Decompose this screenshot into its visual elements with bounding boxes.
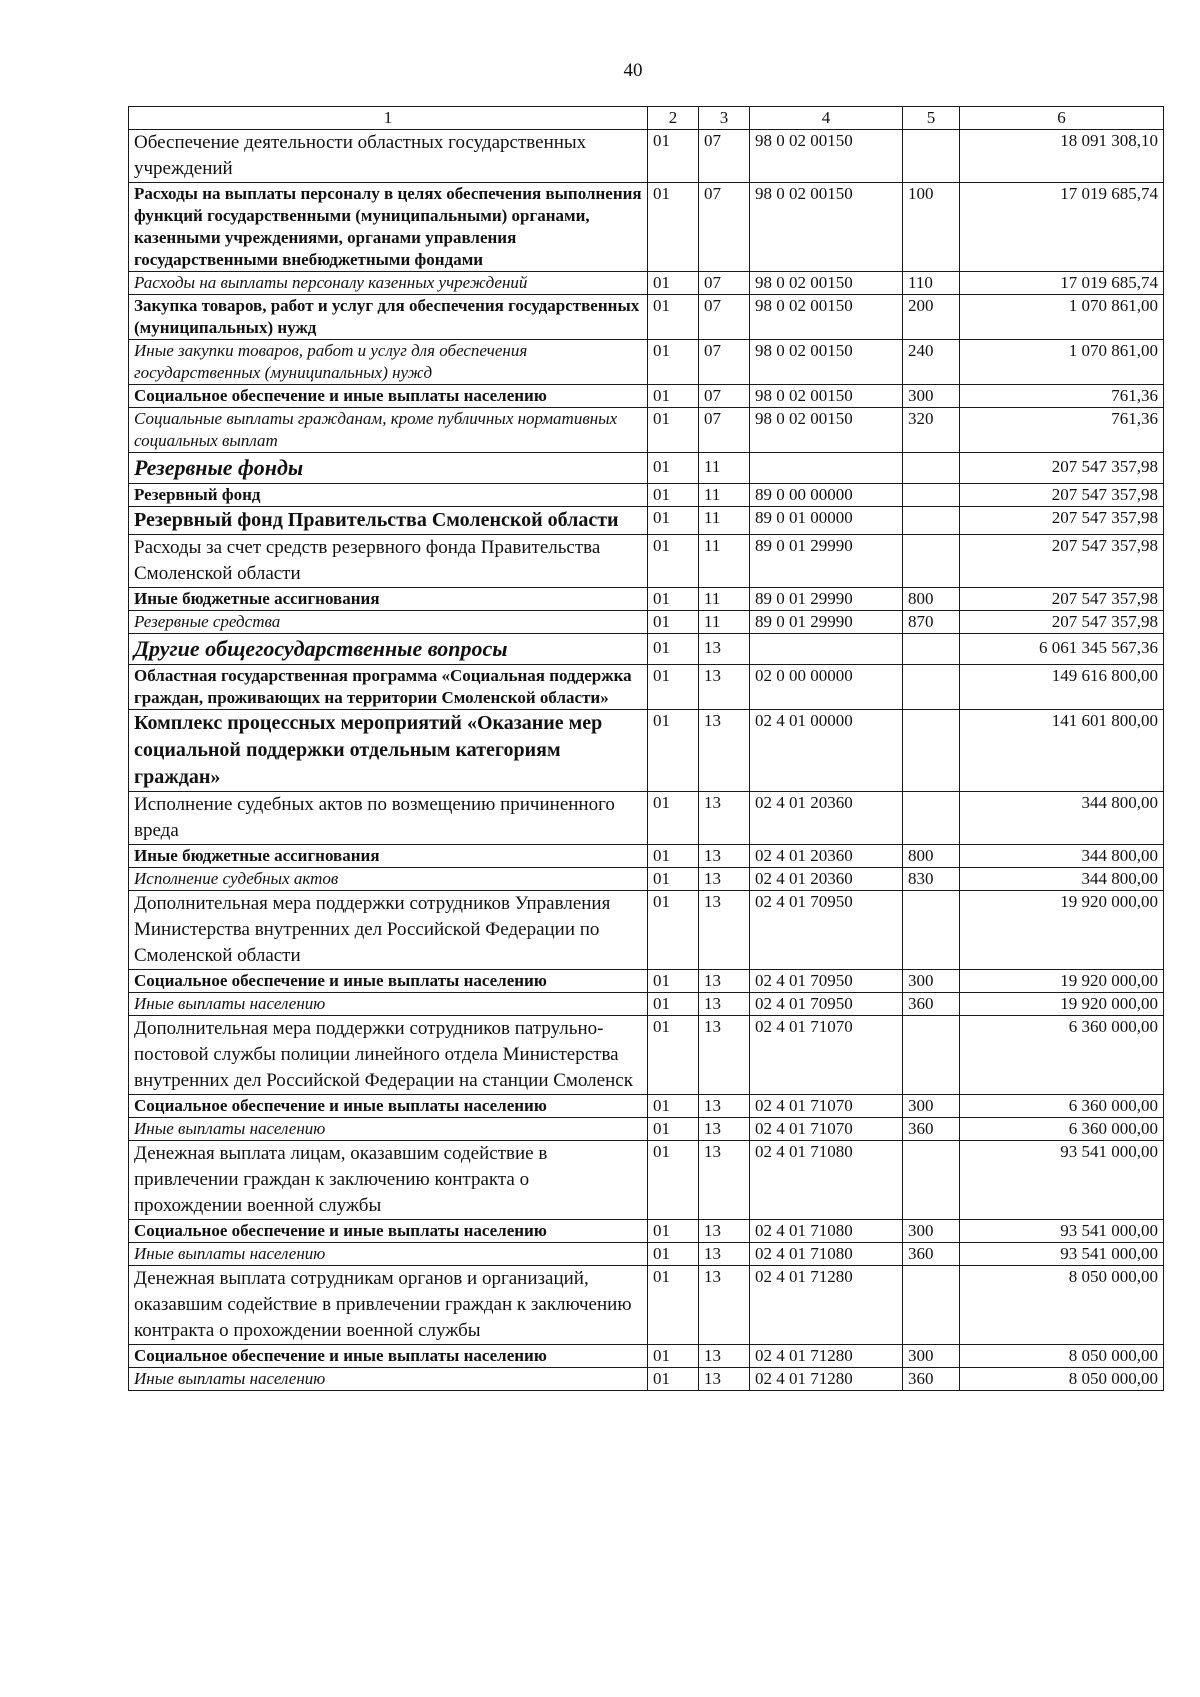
row-section-code: 01 (648, 1368, 699, 1391)
row-description: Резервные фонды (129, 453, 648, 484)
row-target-article: 98 0 02 00150 (750, 295, 903, 340)
row-section-code: 01 (648, 385, 699, 408)
row-expense-type: 360 (903, 1118, 960, 1141)
table-row (129, 665, 1164, 710)
table-row (129, 845, 1164, 868)
row-subsection-code: 13 (699, 710, 750, 792)
table-row (129, 484, 1164, 507)
row-target-article: 98 0 02 00150 (750, 183, 903, 272)
row-target-article: 98 0 02 00150 (750, 340, 903, 385)
row-section-code: 01 (648, 845, 699, 868)
row-target-article: 02 4 01 00000 (750, 710, 903, 792)
row-expense-type (903, 710, 960, 792)
table-row (129, 1016, 1164, 1095)
row-description: Иные бюджетные ассигнования (129, 845, 648, 868)
row-description: Исполнение судебных актов по возмещению причиненного вреда (129, 792, 648, 845)
row-target-article: 02 4 01 70950 (750, 970, 903, 993)
row-target-article: 02 4 01 20360 (750, 792, 903, 845)
row-amount: 207 547 357,98 (960, 507, 1164, 535)
row-target-article: 02 4 01 71080 (750, 1243, 903, 1266)
row-amount: 17 019 685,74 (960, 183, 1164, 272)
row-target-article: 02 4 01 71280 (750, 1345, 903, 1368)
row-expense-type (903, 1266, 960, 1345)
row-amount: 19 920 000,00 (960, 993, 1164, 1016)
row-description: Денежная выплата сотрудникам органов и организаций, оказавшим содействие в привлечении граждан к заключению контракта о прохождении военной службы (129, 1266, 648, 1345)
table-row (129, 868, 1164, 891)
row-subsection-code: 07 (699, 385, 750, 408)
row-amount: 207 547 357,98 (960, 535, 1164, 588)
table-row (129, 408, 1164, 453)
table-row (129, 792, 1164, 845)
row-amount: 8 050 000,00 (960, 1368, 1164, 1391)
table-row (129, 1095, 1164, 1118)
row-target-article: 02 4 01 70950 (750, 993, 903, 1016)
row-section-code: 01 (648, 792, 699, 845)
page-number: 40 (623, 60, 643, 81)
row-expense-type (903, 507, 960, 535)
row-section-code: 01 (648, 130, 699, 183)
row-target-article: 02 4 01 20360 (750, 868, 903, 891)
column-header: 1 (129, 107, 648, 130)
row-section-code: 01 (648, 665, 699, 710)
row-subsection-code: 11 (699, 588, 750, 611)
row-section-code: 01 (648, 868, 699, 891)
row-subsection-code: 13 (699, 1141, 750, 1220)
row-target-article: 02 4 01 71280 (750, 1266, 903, 1345)
row-description: Расходы за счет средств резервного фонда Правительства Смоленской области (129, 535, 648, 588)
row-section-code: 01 (648, 993, 699, 1016)
row-description: Иные выплаты населению (129, 1118, 648, 1141)
row-description: Обеспечение деятельности областных государственных учреждений (129, 130, 648, 183)
row-subsection-code: 13 (699, 1345, 750, 1368)
row-section-code: 01 (648, 588, 699, 611)
row-amount: 344 800,00 (960, 868, 1164, 891)
table-row (129, 340, 1164, 385)
row-subsection-code: 07 (699, 340, 750, 385)
row-expense-type (903, 1141, 960, 1220)
table-row (129, 385, 1164, 408)
row-expense-type: 870 (903, 611, 960, 634)
row-amount: 207 547 357,98 (960, 484, 1164, 507)
row-expense-type: 300 (903, 1220, 960, 1243)
row-expense-type (903, 634, 960, 665)
column-header: 5 (903, 107, 960, 130)
row-section-code: 01 (648, 891, 699, 970)
row-expense-type: 360 (903, 1243, 960, 1266)
row-subsection-code: 11 (699, 484, 750, 507)
row-subsection-code: 13 (699, 1243, 750, 1266)
row-subsection-code: 13 (699, 891, 750, 970)
row-subsection-code: 13 (699, 845, 750, 868)
row-subsection-code: 13 (699, 993, 750, 1016)
row-amount: 761,36 (960, 408, 1164, 453)
row-amount: 6 360 000,00 (960, 1095, 1164, 1118)
row-amount: 6 360 000,00 (960, 1016, 1164, 1095)
row-description: Социальные выплаты гражданам, кроме публичных нормативных социальных выплат (129, 408, 648, 453)
row-subsection-code: 13 (699, 1266, 750, 1345)
row-description: Иные выплаты населению (129, 993, 648, 1016)
row-description: Другие общегосударственные вопросы (129, 634, 648, 665)
row-amount: 141 601 800,00 (960, 710, 1164, 792)
row-target-article: 02 4 01 20360 (750, 845, 903, 868)
row-section-code: 01 (648, 611, 699, 634)
row-subsection-code: 13 (699, 1220, 750, 1243)
row-target-article: 89 0 01 00000 (750, 507, 903, 535)
row-section-code: 01 (648, 1118, 699, 1141)
row-target-article: 98 0 02 00150 (750, 130, 903, 183)
row-amount: 8 050 000,00 (960, 1266, 1164, 1345)
row-description: Иные выплаты населению (129, 1368, 648, 1391)
row-subsection-code: 13 (699, 970, 750, 993)
row-subsection-code: 13 (699, 634, 750, 665)
row-section-code: 01 (648, 1345, 699, 1368)
row-target-article: 02 4 01 71080 (750, 1141, 903, 1220)
row-expense-type (903, 484, 960, 507)
row-target-article: 89 0 01 29990 (750, 535, 903, 588)
row-description: Социальное обеспечение и иные выплаты населению (129, 1345, 648, 1368)
table-row (129, 1220, 1164, 1243)
row-subsection-code: 11 (699, 453, 750, 484)
row-target-article: 02 0 00 00000 (750, 665, 903, 710)
row-amount: 6 360 000,00 (960, 1118, 1164, 1141)
row-expense-type: 800 (903, 588, 960, 611)
row-subsection-code: 07 (699, 295, 750, 340)
row-subsection-code: 13 (699, 868, 750, 891)
row-expense-type: 300 (903, 385, 960, 408)
row-description: Иные закупки товаров, работ и услуг для обеспечения государственных (муниципальных) нужд (129, 340, 648, 385)
row-amount: 207 547 357,98 (960, 588, 1164, 611)
table-row (129, 1118, 1164, 1141)
row-subsection-code: 13 (699, 1095, 750, 1118)
row-expense-type (903, 1016, 960, 1095)
row-subsection-code: 07 (699, 183, 750, 272)
row-section-code: 01 (648, 535, 699, 588)
row-subsection-code: 13 (699, 1118, 750, 1141)
row-amount: 344 800,00 (960, 845, 1164, 868)
row-amount: 344 800,00 (960, 792, 1164, 845)
row-amount: 149 616 800,00 (960, 665, 1164, 710)
row-subsection-code: 11 (699, 507, 750, 535)
row-amount: 17 019 685,74 (960, 272, 1164, 295)
row-expense-type (903, 665, 960, 710)
row-section-code: 01 (648, 507, 699, 535)
table-row (129, 710, 1164, 792)
row-section-code: 01 (648, 1141, 699, 1220)
header-row (129, 107, 1164, 130)
row-amount: 93 541 000,00 (960, 1141, 1164, 1220)
table-row (129, 1266, 1164, 1345)
row-description: Резервные средства (129, 611, 648, 634)
table-row (129, 891, 1164, 970)
row-expense-type (903, 130, 960, 183)
table-row (129, 993, 1164, 1016)
table-row (129, 295, 1164, 340)
row-target-article (750, 634, 903, 665)
row-target-article: 02 4 01 71070 (750, 1118, 903, 1141)
table-row (129, 535, 1164, 588)
row-amount: 93 541 000,00 (960, 1243, 1164, 1266)
row-section-code: 01 (648, 340, 699, 385)
row-expense-type (903, 535, 960, 588)
row-subsection-code: 11 (699, 611, 750, 634)
table-row (129, 183, 1164, 272)
row-target-article: 89 0 01 29990 (750, 611, 903, 634)
row-amount: 761,36 (960, 385, 1164, 408)
row-expense-type: 360 (903, 993, 960, 1016)
column-header: 3 (699, 107, 750, 130)
row-target-article: 02 4 01 70950 (750, 891, 903, 970)
column-header: 2 (648, 107, 699, 130)
table-row (129, 130, 1164, 183)
table-row (129, 507, 1164, 535)
row-subsection-code: 07 (699, 408, 750, 453)
row-description: Социальное обеспечение и иные выплаты населению (129, 385, 648, 408)
row-amount: 1 070 861,00 (960, 340, 1164, 385)
row-expense-type (903, 453, 960, 484)
row-description: Закупка товаров, работ и услуг для обеспечения государственных (муниципальных) нужд (129, 295, 648, 340)
row-expense-type: 320 (903, 408, 960, 453)
row-description: Дополнительная мера поддержки сотрудников Управления Министерства внутренних дел Российской Федерации по Смоленской области (129, 891, 648, 970)
row-target-article: 02 4 01 71070 (750, 1016, 903, 1095)
row-description: Резервный фонд Правительства Смоленской области (129, 507, 648, 535)
table-row (129, 1243, 1164, 1266)
table-row (129, 1368, 1164, 1391)
row-expense-type: 830 (903, 868, 960, 891)
row-subsection-code: 13 (699, 1368, 750, 1391)
row-section-code: 01 (648, 634, 699, 665)
row-expense-type: 300 (903, 1345, 960, 1368)
row-section-code: 01 (648, 970, 699, 993)
row-section-code: 01 (648, 408, 699, 453)
row-subsection-code: 11 (699, 535, 750, 588)
row-amount: 1 070 861,00 (960, 295, 1164, 340)
row-expense-type: 300 (903, 1095, 960, 1118)
table-row (129, 1141, 1164, 1220)
row-expense-type: 100 (903, 183, 960, 272)
row-target-article: 98 0 02 00150 (750, 385, 903, 408)
row-expense-type: 110 (903, 272, 960, 295)
row-description: Социальное обеспечение и иные выплаты населению (129, 1220, 648, 1243)
row-amount: 93 541 000,00 (960, 1220, 1164, 1243)
row-target-article: 98 0 02 00150 (750, 272, 903, 295)
table-row (129, 1345, 1164, 1368)
table-row (129, 588, 1164, 611)
table-row (129, 272, 1164, 295)
row-amount: 8 050 000,00 (960, 1345, 1164, 1368)
row-amount: 207 547 357,98 (960, 611, 1164, 634)
row-description: Исполнение судебных актов (129, 868, 648, 891)
table-row (129, 453, 1164, 484)
row-description: Резервный фонд (129, 484, 648, 507)
row-amount: 6 061 345 567,36 (960, 634, 1164, 665)
column-header: 6 (960, 107, 1164, 130)
row-expense-type (903, 891, 960, 970)
row-section-code: 01 (648, 1016, 699, 1095)
row-subsection-code: 07 (699, 130, 750, 183)
row-expense-type (903, 792, 960, 845)
row-subsection-code: 07 (699, 272, 750, 295)
row-amount: 207 547 357,98 (960, 453, 1164, 484)
row-subsection-code: 13 (699, 665, 750, 710)
row-description: Расходы на выплаты персоналу казенных учреждений (129, 272, 648, 295)
row-description: Социальное обеспечение и иные выплаты населению (129, 1095, 648, 1118)
row-section-code: 01 (648, 1266, 699, 1345)
row-section-code: 01 (648, 453, 699, 484)
row-target-article: 02 4 01 71280 (750, 1368, 903, 1391)
row-description: Расходы на выплаты персоналу в целях обеспечения выполнения функций государственными (муниципальными) органами, казенными учреждениями, органами управления государственными внебюджетными фондами (129, 183, 648, 272)
row-section-code: 01 (648, 1220, 699, 1243)
column-header: 4 (750, 107, 903, 130)
row-section-code: 01 (648, 295, 699, 340)
row-section-code: 01 (648, 710, 699, 792)
table-row (129, 634, 1164, 665)
row-subsection-code: 13 (699, 792, 750, 845)
table-row (129, 970, 1164, 993)
row-expense-type: 800 (903, 845, 960, 868)
row-description: Денежная выплата лицам, оказавшим содействие в привлечении граждан к заключению контракта о прохождении военной службы (129, 1141, 648, 1220)
row-amount: 18 091 308,10 (960, 130, 1164, 183)
row-description: Комплекс процессных мероприятий «Оказание мер социальной поддержки отдельным категориям граждан» (129, 710, 648, 792)
row-section-code: 01 (648, 1243, 699, 1266)
row-section-code: 01 (648, 272, 699, 295)
row-description: Дополнительная мера поддержки сотрудников патрульно-постовой службы полиции линейного отдела Министерства внутренних дел Российской Федерации на станции Смоленск (129, 1016, 648, 1095)
row-target-article: 02 4 01 71080 (750, 1220, 903, 1243)
row-target-article (750, 453, 903, 484)
row-target-article: 89 0 01 29990 (750, 588, 903, 611)
row-description: Социальное обеспечение и иные выплаты населению (129, 970, 648, 993)
row-expense-type: 300 (903, 970, 960, 993)
budget-table (128, 106, 1164, 1391)
row-description: Иные бюджетные ассигнования (129, 588, 648, 611)
row-expense-type: 240 (903, 340, 960, 385)
row-description: Областная государственная программа «Социальная поддержка граждан, проживающих на территории Смоленской области» (129, 665, 648, 710)
row-section-code: 01 (648, 1095, 699, 1118)
row-expense-type: 200 (903, 295, 960, 340)
row-target-article: 02 4 01 71070 (750, 1095, 903, 1118)
row-amount: 19 920 000,00 (960, 970, 1164, 993)
row-target-article: 98 0 02 00150 (750, 408, 903, 453)
row-section-code: 01 (648, 183, 699, 272)
row-target-article: 89 0 00 00000 (750, 484, 903, 507)
row-expense-type: 360 (903, 1368, 960, 1391)
row-subsection-code: 13 (699, 1016, 750, 1095)
row-amount: 19 920 000,00 (960, 891, 1164, 970)
row-section-code: 01 (648, 484, 699, 507)
row-description: Иные выплаты населению (129, 1243, 648, 1266)
table-row (129, 611, 1164, 634)
